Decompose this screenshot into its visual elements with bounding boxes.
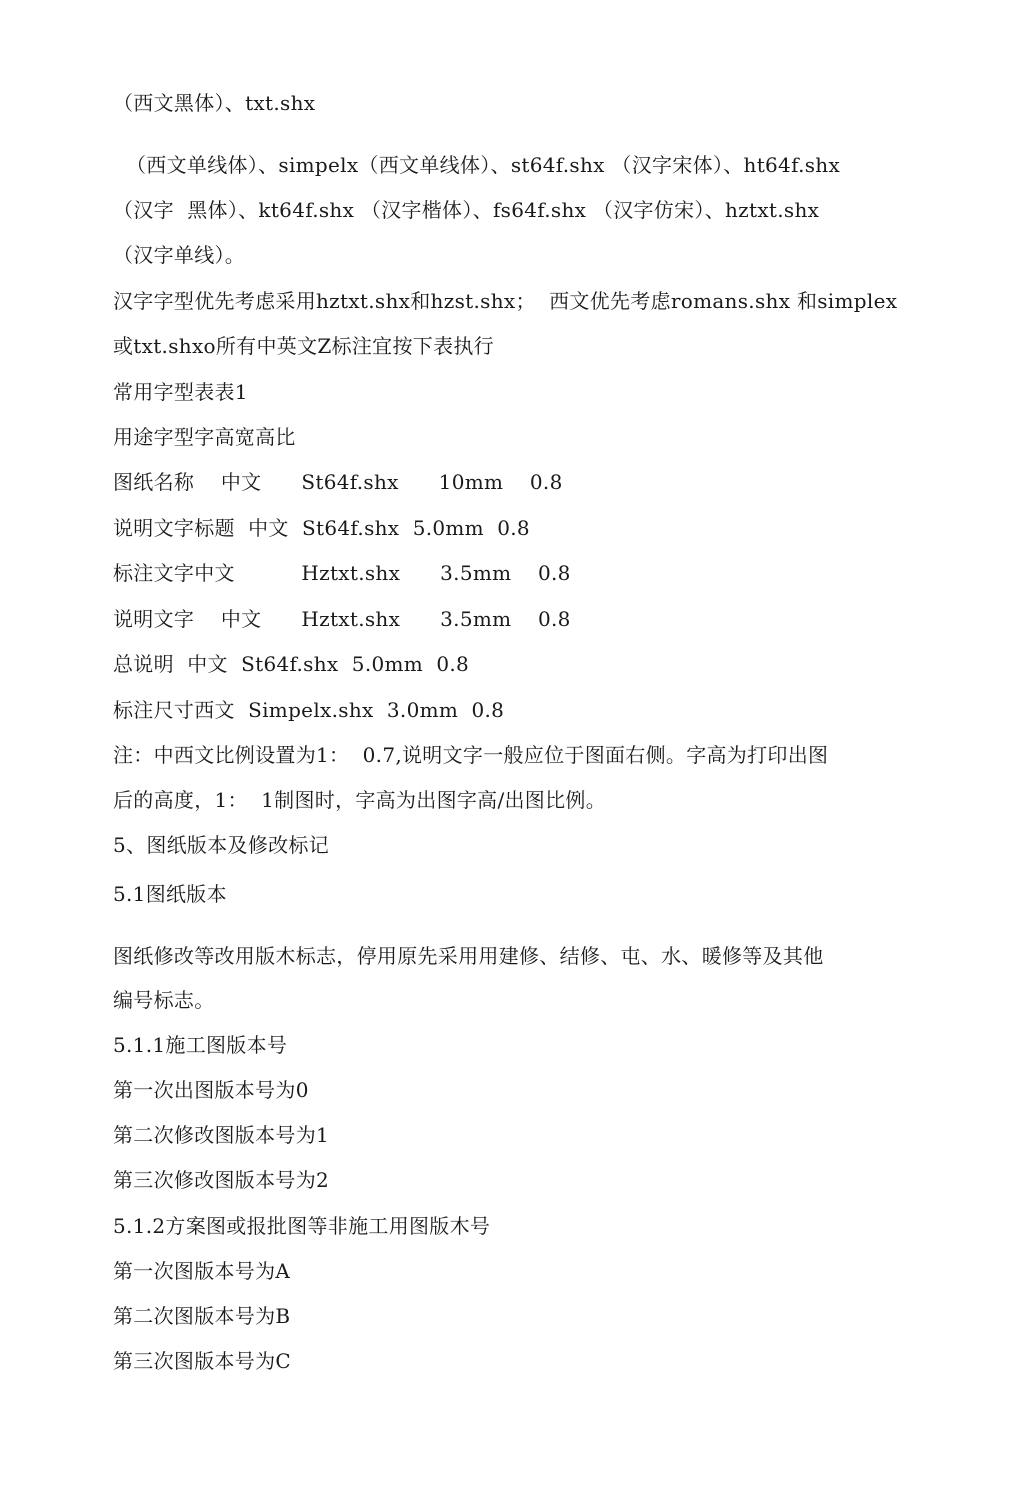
text-line-font-heiti-txt: （西文黑体）、txt.shx [113, 91, 316, 115]
table-row: 标注文字中文 Hztxt.shx 3.5mm 0.8 [113, 561, 571, 585]
table-header: 用途字型字高宽高比 [113, 425, 296, 449]
list-item: 第二次图版本号为B [113, 1304, 291, 1328]
table-row: 总说明 中文 St64f.shx 5.0mm 0.8 [113, 652, 470, 676]
list-item: 第三次修改图版本号为2 [113, 1168, 330, 1192]
subsection-heading: 5.1.1施工图版本号 [113, 1033, 288, 1057]
table-title: 常用字型表表1 [113, 380, 248, 404]
table-row: 说明文字标题 中文 St64f.shx 5.0mm 0.8 [113, 516, 530, 540]
list-item: 第一次图版本号为A [113, 1259, 291, 1283]
table-row: 图纸名称 中文 St64f.shx 10mm 0.8 [113, 470, 563, 494]
paragraph-line: 图纸修改等改用版木标志，停用原先采用用建修、结修、屯、水、暖修等及其他 [113, 944, 824, 968]
note-line: 注：中西文比例设置为1： 0.7,说明文字一般应位于图面右侧。字高为打印出图 [113, 743, 829, 767]
text-line-font-simpelx: （西文单线体）、simpelx（西文单线体）、st64f.shx （汉字宋体）、ht64f.shx [126, 153, 841, 177]
table-row: 标注尺寸西文 Simpelx.shx 3.0mm 0.8 [113, 698, 505, 722]
text-line-font-table-intro: 或txt.shxo所有中英文Z标注宜按下表执行 [113, 334, 494, 358]
text-line-font-kt64f: （汉字 黑体）、kt64f.shx （汉字楷体）、fs64f.shx （汉字仿宋）、hztxt.shx [113, 198, 820, 222]
note-line: 后的高度，1： 1制图时，字高为出图字高/出图比例。 [113, 788, 607, 812]
paragraph-line: 编号标志。 [113, 988, 215, 1012]
text-line-font-priority: 汉字字型优先考虑采用hztxt.shx和hzst.shx； 西文优先考虑romans.shx 和simplex [113, 289, 898, 313]
section-heading: 5、图纸版本及修改标记 [113, 833, 330, 857]
subsection-heading: 5.1.2方案图或报批图等非施工用图版木号 [113, 1214, 491, 1238]
table-row: 说明文字 中文 Hztxt.shx 3.5mm 0.8 [113, 607, 571, 631]
list-item: 第三次图版本号为C [113, 1349, 292, 1373]
list-item: 第二次修改图版本号为1 [113, 1123, 330, 1147]
subsection-heading: 5.1图纸版本 [113, 882, 227, 906]
list-item: 第一次出图版本号为0 [113, 1078, 309, 1102]
text-line-font-hztxt: （汉字单线）。 [113, 243, 246, 267]
